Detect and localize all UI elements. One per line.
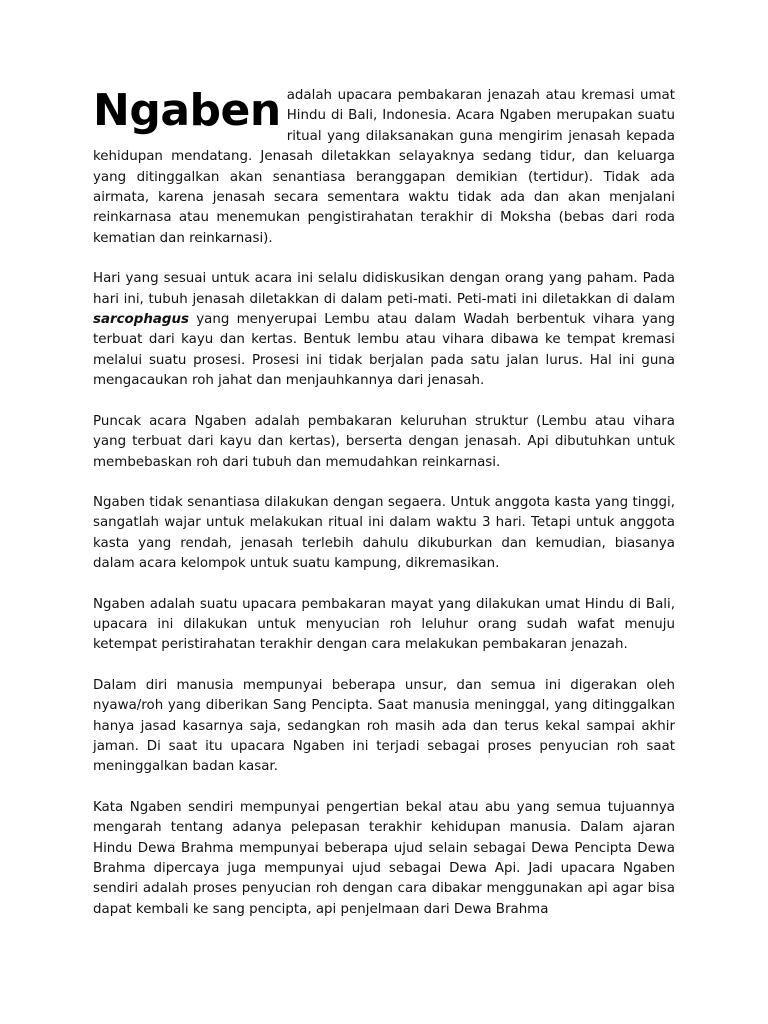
paragraph-1-text: adalah upacara pembakaran jenazah atau kremasi umat Hindu di Bali, Indonesia. Acara Ngaben merupakan suatu ritual yang dilaksanakan guna mengirim jenasah kepada kehidupan mendatang. Jenasah diletakkan selayaknya sedang tidur, dan keluarga yang ditinggalkan akan senantiasa beranggapan demikian (tertidur). Tidak ada airmata, karena jenasah secara sementara waktu tidak ada dan akan menjalani reinkarnasa atau menemukan pengistirahatan terakhir di Moksha (bebas dari roda kematian dan reinkarnasi). [93,88,675,246]
title-dropcap: Ngaben [93,85,281,136]
paragraph-2-text-before: Hari yang sesuai untuk acara ini selalu didiskusikan dengan orang yang paham. Pada hari ini, tubuh jenasah diletakkan di dalam peti-mati. Peti-mati ini diletakkan di dalam [93,271,675,307]
document-page [93,86,675,940]
paragraph-7: Kata Ngaben sendiri mempunyai pengertian bekal atau abu yang semua tujuannya mengarah tentang adanya pelepasan terakhir kehidupan manusia. Dalam ajaran Hindu Dewa Brahma mempunyai beberapa ujud selain sebagai Dewa Pencipta Dewa Brahma dipercaya juga mempunyai ujud sebagai Dewa Api. Jadi upacara Ngaben sendiri adalah proses penyucian roh dengan cara dibakar menggunakan api agar bisa dapat kembali ke sang pencipta, api penjelmaan dari Dewa Brahma [93,799,675,917]
paragraph-4: Ngaben tidak senantiasa dilakukan dengan segaera. Untuk anggota kasta yang tinggi, sangatlah wajar untuk melakukan ritual ini dalam waktu 3 hari. Tetapi untuk anggota kasta yang rendah, jenasah terlebih dahulu dikuburkan dan kemudian, biasanya dalam acara kelompok untuk suatu kampung, dikremasikan. [93,494,675,572]
paragraph-5: Ngaben adalah suatu upacara pembakaran mayat yang dilakukan umat Hindu di Bali, upacara ini dilakukan untuk menyucian roh leluhur orang sudah wafat menuju ketempat peristirahatan terakhir dengan cara melakukan pembakaran jenazah. [93,596,675,653]
paragraph-1 [93,86,675,249]
paragraph-2 [93,269,675,391]
paragraph-6: Dalam diri manusia mempunyai beberapa unsur, dan semua ini digerakan oleh nyawa/roh yang diberikan Sang Pencipta. Saat manusia meninggal, yang ditinggalkan hanya jasad kasarnya saja, sedangkan roh masih ada dan terus kekal sampai akhir jaman. Di saat itu upacara Ngaben ini terjadi sebagai proses penyucian roh saat meninggalkan badan kasar. [93,677,675,775]
paragraph-2-text-after: yang menyerupai Lembu atau dalam Wadah berbentuk vihara yang terbuat dari kayu dan kertas. Bentuk lembu atau vihara dibawa ke tempat kremasi melalui suatu prosesi. Prosesi ini tidak berjalan pada satu jalan lurus. Hal ini guna mengacaukan roh jahat dan menjauhkannya dari jenasah. [93,312,675,389]
sarcophagus-term: sarcophagus [93,312,189,328]
paragraph-3: Puncak acara Ngaben adalah pembakaran keluruhan struktur (Lembu atau vihara yang terbuat dari kayu dan kertas), berserta dengan jenasah. Api dibutuhkan untuk membebaskan roh dari tubuh dan memudahkan reinkarnasi. [93,413,675,470]
